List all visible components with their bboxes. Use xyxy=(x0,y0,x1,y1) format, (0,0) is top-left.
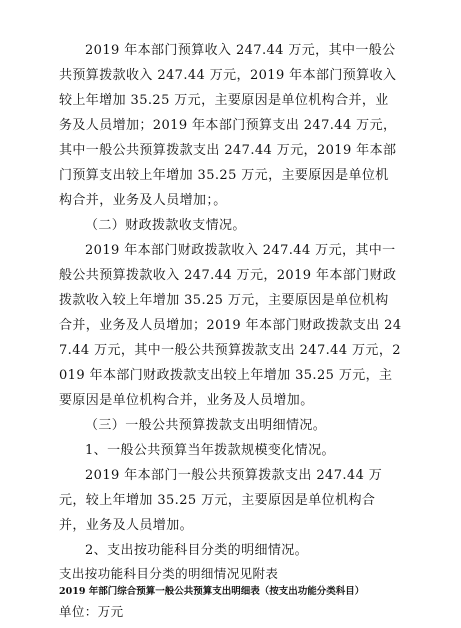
appendix-note: 支出按功能科目分类的明细情况见附表 xyxy=(59,566,279,581)
section-heading-general-budget-detail: （三）一般公共预算拨款支出明细情况。 xyxy=(85,418,327,433)
section-heading-fiscal-appropriation: （二）财政拨款收支情况。 xyxy=(85,218,246,233)
table-title: 2019 年部门综合预算一般公共预算支出明细表（按支出功能分类科目） xyxy=(59,586,365,597)
paragraph-budget-income: 2019 年本部门预算收入 247.44 万元，其中一般公共预算拨款收入 247.44 万元，2019 年本部门预算收入较上年增加 35.25 万元，主要原因是单位机构合并，业务及人员增加；2019 年本部门预算支出 247.44 万元，其中一般公共预算拨款支出 247.44 万元，2019 年本部门预算支出较上年增加 35.25 万元，主要原因是单位机构合并，业务及人员增加；。 xyxy=(59,43,397,208)
paragraph-fiscal-appropriation: 2019 年本部门财政拨款收入 247.44 万元，其中一般公共预算拨款收入 247.44 万元，2019 年本部门财政拨款收入较上年增加 35.25 万元，主要原因是单位机构合并，业务及人员增加；2019 年本部门财政拨款支出 247.44 万元，其中一般公共预算拨款支出 247.44 万元，2019 年本部门财政拨款支出较上年增加 35.25 万元，主要原因是单位机构合并，业务及人员增加。 xyxy=(59,243,402,408)
unit-label: 单位：万元 xyxy=(59,604,124,619)
paragraph-scale-change: 2019 年本部门一般公共预算拨款支出 247.44 万元，较上年增加 35.25 万元，主要原因是单位机构合并，业务及人员增加。 xyxy=(59,468,383,533)
subheading-functional-classification: 2、支出按功能科目分类的明细情况。 xyxy=(85,543,309,558)
subheading-scale-change: 1、一般公共预算当年拨款规模变化情况。 xyxy=(85,443,335,458)
